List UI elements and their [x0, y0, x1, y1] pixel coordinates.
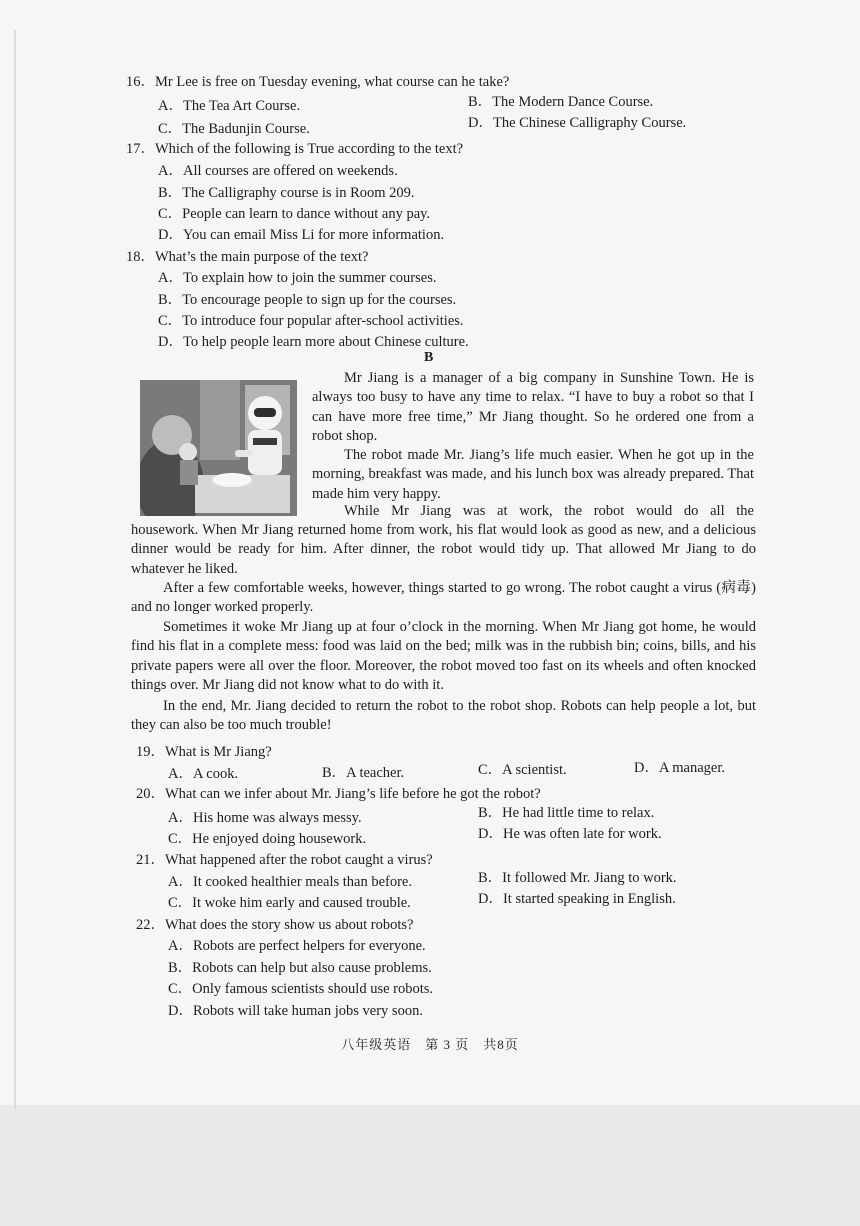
robot-photo	[140, 380, 297, 516]
question-21: 21．What happened after the robot caught a virus?	[136, 852, 433, 868]
story-paragraph-4: After a few comfortable weeks, however, things started to go wrong. The robot caught a virus (病毒) and no longer worked properly.	[131, 580, 756, 616]
q21-option-a: A．It cooked healthier meals than before.	[168, 874, 412, 890]
q16-option-c: C．The Badunjin Course.	[158, 121, 310, 137]
q17-option-d: D．You can email Miss Li for more information.	[158, 227, 445, 243]
q16-option-b: B．The Modern Dance Course.	[468, 94, 654, 110]
q19-option-b: B．A teacher.	[322, 765, 405, 781]
question-17: 17．Which of the following is True according to the text?	[126, 141, 464, 157]
q19-option-d: D．A manager.	[634, 760, 726, 776]
q21-option-b: B．It followed Mr. Jiang to work.	[478, 870, 677, 886]
story-paragraph-3-cont: housework. When Mr Jiang returned home from work, his flat would look as good as new, and a delicious dinner would be ready for him. After dinner, the robot would tidy up. That allowed Mr Jiang to do whatever he liked.	[131, 522, 756, 577]
q20-option-d: D．He was often late for work.	[478, 826, 662, 842]
section-b-label: B	[424, 350, 434, 365]
question-18: 18．What’s the main purpose of the text?	[126, 249, 369, 265]
q22-option-c: C．Only famous scientists should use robots.	[168, 981, 434, 997]
q16-option-a: A．The Tea Art Course.	[158, 98, 301, 114]
question-19: 19．What is Mr Jiang?	[136, 744, 272, 760]
story-paragraph-1: Mr Jiang is a manager of a big company in Sunshine Town. He is always too busy to have any time to relax. “I have to buy a robot so that I can have more free time,” Mr Jiang thought. So he ordered one from a robot shop.	[312, 370, 754, 444]
q22-option-b: B．Robots can help but also cause problems.	[168, 960, 432, 976]
question-22: 22．What does the story show us about robots?	[136, 917, 414, 933]
q21-option-c: C．It woke him early and caused trouble.	[168, 895, 411, 911]
q20-option-a: A．His home was always messy.	[168, 810, 362, 826]
q20-option-c: C．He enjoyed doing housework.	[168, 831, 367, 847]
question-20: 20．What can we infer about Mr. Jiang’s life before he got the robot?	[136, 786, 541, 802]
q22-option-a: A．Robots are perfect helpers for everyone.	[168, 938, 426, 954]
q20-option-b: B．He had little time to relax.	[478, 805, 655, 821]
q17-option-a: A．All courses are offered on weekends.	[158, 163, 398, 179]
page-edge	[14, 30, 16, 1110]
page-footer: 八年级英语 第 3 页 共8页	[341, 1037, 519, 1052]
q17-option-b: B．The Calligraphy course is in Room 209.	[158, 185, 415, 201]
q22-option-d: D．Robots will take human jobs very soon.	[168, 1003, 423, 1019]
story-paragraph-3-start: While Mr Jiang was at work, the robot would do all the	[344, 503, 754, 519]
q18-option-c: C．To introduce four popular after-school activities.	[158, 313, 464, 329]
q21-option-d: D．It started speaking in English.	[478, 891, 676, 907]
q19-option-c: C．A scientist.	[478, 762, 567, 778]
q17-option-c: C．People can learn to dance without any pay.	[158, 206, 431, 222]
q18-option-b: B．To encourage people to sign up for the courses.	[158, 292, 457, 308]
q18-option-d: D．To help people learn more about Chinese culture.	[158, 334, 469, 350]
story-paragraph-6: In the end, Mr. Jiang decided to return the robot to the robot shop. Robots can help people a lot, but they can also be too much trouble!	[131, 698, 756, 734]
q16-option-d: D．The Chinese Calligraphy Course.	[468, 115, 687, 131]
story-paragraph-2: The robot made Mr. Jiang’s life much easier. When he got up in the morning, breakfast was made, and his lunch box was already prepared. That made him very happy.	[312, 447, 754, 502]
q19-option-a: A．A cook.	[168, 766, 239, 782]
q18-option-a: A．To explain how to join the summer courses.	[158, 270, 437, 286]
story-paragraph-5: Sometimes it woke Mr Jiang up at four o’clock in the morning. When Mr Jiang got home, he would find his flat in a complete mess: food was laid on the bed; milk was in the rubbish bin; coins, bills, and his private papers were all over the floor. Moreover, the robot moved too fast on its wheels and often knocked things over. Mr Jiang did not know what to do with it.	[131, 619, 756, 693]
question-16: 16．Mr Lee is free on Tuesday evening, what course can he take?	[126, 74, 510, 90]
scan-background	[0, 1105, 860, 1226]
